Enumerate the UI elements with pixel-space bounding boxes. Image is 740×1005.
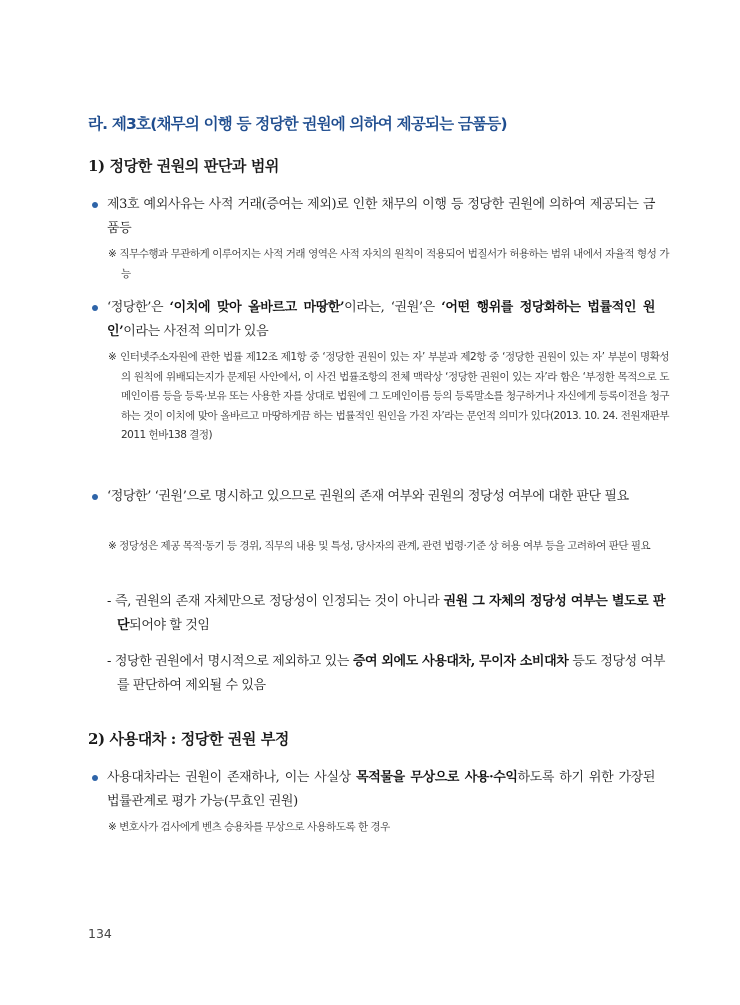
bullet-emphasis: ‘이치에 맞아 올바르고 마땅한’ [169, 300, 345, 315]
dash-text: 등도 정당성 여부를 판단하여 제외될 수 있음 [117, 654, 665, 693]
dash-text: 되어야 할 것임 [129, 618, 210, 633]
bullet-item [107, 193, 655, 241]
bullet-item [107, 296, 655, 344]
section-title: 라. 제3호(채무의 이행 등 정당한 권원에 의하여 제공되는 금품등) [88, 115, 507, 133]
page-number: 134 [88, 926, 112, 941]
bullet-text: 사용대차라는 권원이 존재하나, 이는 사실상 [107, 770, 357, 785]
dash-item [107, 650, 665, 698]
dash-item [107, 590, 665, 638]
bullet-emphasis: ‘어떤 행위를 정당화하는 법률적인 원인’ [107, 300, 655, 339]
bullet-item [107, 485, 655, 509]
bullet-icon [92, 202, 98, 208]
subsection-heading-2: 2) 사용대차 : 정당한 권원 부정 [88, 730, 289, 748]
note-item: ※ 변호사가 검사에게 벤츠 승용차를 무상으로 사용하도록 한 경우 [108, 821, 390, 833]
bullet-emphasis: 목적물을 무상으로 사용·수익 [356, 770, 518, 785]
bullet-text: ‘정당한’ ‘권원’으로 명시하고 있으므로 권원의 존재 여부와 권원의 정당성 여부에 대한 판단 필요 [107, 489, 629, 504]
bullet-text: 하도록 하기 위한 가장된 법률관계로 평가 가능(무효인 권원) [107, 770, 655, 809]
bullet-text: 이라는 사전적 의미가 있음 [123, 324, 269, 339]
bullet-icon [92, 494, 98, 500]
bullet-text: 제3호 예외사유는 사적 거래(증여는 제외)로 인한 채무의 이행 등 정당한 권원에 의하여 제공되는 금품등 [107, 197, 655, 236]
note-item: ※ 인터넷주소자원에 관한 법률 제12조 제1항 중 ‘정당한 권원이 있는 자’ 부분과 제2항 중 ‘정당한 권원이 있는 자’ 부분이 명확성의 원칙에 위배되는지가 문제된 사안에서, 이 사건 법률조항의 전체 맥락상 ‘정당한 권원이 있는 자’라 함은 ‘부정한 목적으로 도메인이름 등을 등록·보유 또는 사용한 자를 상대로 법원에 그 도메인이름 등의 등록말소를 청구하거나 자신에게 등록이전을 청구하는 것이 이치에 맞아 올바르고 마땅하게끔 하는 법률적인 원인을 가진 자’라는 문언적 의미가 있다(2013. 10. 24. 전원재판부 2011 헌바138 결정) [108, 351, 669, 441]
dash-emphasis: 증여 외에도 사용대차, 무이자 소비대차 [352, 654, 569, 669]
bullet-icon [92, 775, 98, 781]
dash-text: - 정당한 권원에서 명시적으로 제외하고 있는 [107, 654, 353, 669]
note-item: ※ 직무수행과 무관하게 이루어지는 사적 거래 영역은 사적 자치의 원칙이 적용되어 법질서가 허용하는 범위 내에서 자율적 형성 가능 [108, 248, 669, 280]
bullet-text: ‘정당한’은 [107, 300, 170, 315]
dash-text: - 즉, 권원의 존재 자체만으로 정당성이 인정되는 것이 아니라 [107, 594, 444, 609]
bullet-icon [92, 305, 98, 311]
note-item: ※ 정당성은 제공 목적·동기 등 경위, 직무의 내용 및 특성, 당사자의 관계, 관련 법령·기준 상 허용 여부 등을 고려하여 판단 필요 [108, 540, 651, 552]
dash-emphasis: 권원 그 자체의 정당성 여부는 별도로 판단 [117, 594, 665, 633]
subsection-heading-1: 1) 정당한 권원의 판단과 범위 [88, 157, 280, 175]
bullet-text: 이라는, ‘권원’은 [344, 300, 442, 315]
bullet-item [107, 766, 655, 814]
